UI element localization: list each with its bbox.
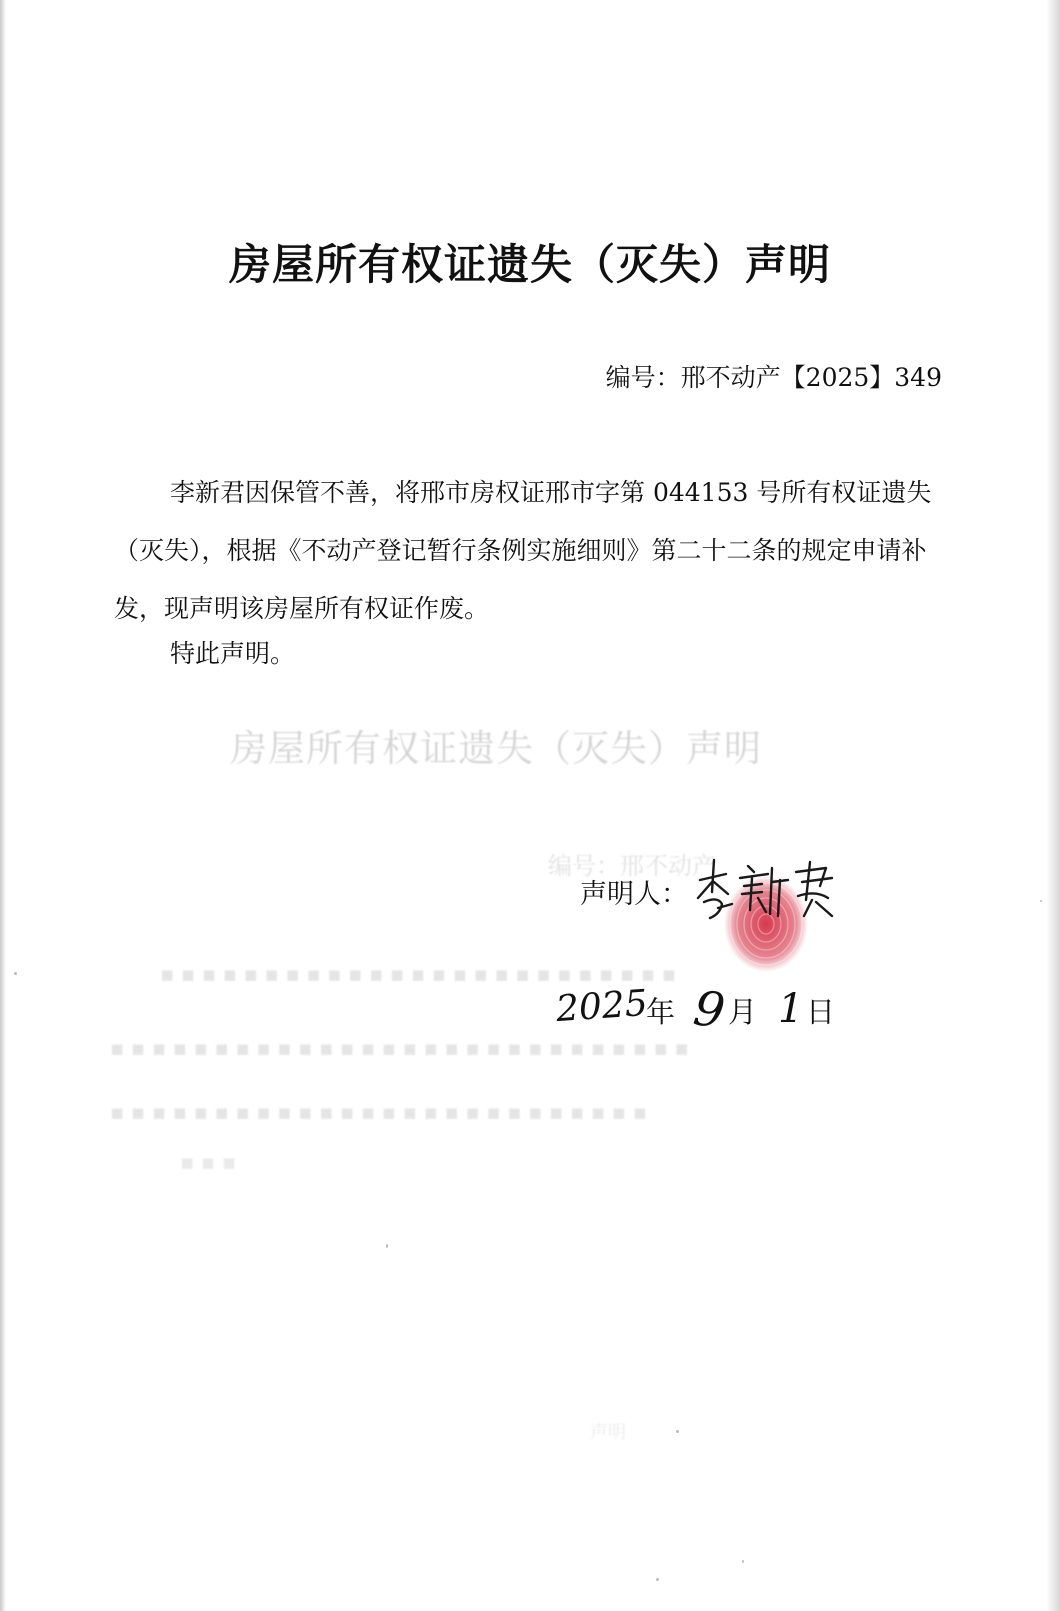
bleed-through-footer: 声明 (590, 1422, 626, 1443)
date-day: 1 (778, 986, 804, 1032)
bleed-through-line: ▪ ▪ ▪ ▪ ▪ ▪ ▪ ▪ ▪ ▪ ▪ ▪ ▪ ▪ ▪ ▪ ▪ ▪ ▪ ▪ ▪ ▪ ▪ ▪ ▪ ▪ ▪ ▪ (110, 1036, 689, 1060)
signer-label: 声明人： (580, 879, 688, 910)
scan-speck (656, 1578, 659, 1581)
date-month: 9 (690, 980, 729, 1040)
scan-speck (742, 1560, 744, 1563)
bleed-through-title: 房屋所有权证遗失（灭失）声明 (230, 727, 762, 770)
date-year-label: 年 (646, 995, 676, 1029)
date-day-label: 日 (806, 995, 836, 1029)
closing-statement: 特此声明。 (170, 639, 296, 668)
scan-speck (386, 1244, 388, 1248)
date-month-label: 月 (728, 995, 758, 1029)
scan-speck (14, 972, 17, 975)
bleed-through-line: ▪ ▪ ▪ (180, 1150, 237, 1174)
bleed-through-doc-number: 编号：邢不动产 (548, 852, 716, 880)
date-year: 2025 (554, 982, 649, 1031)
scan-speck (676, 1430, 679, 1433)
handwritten-signature (692, 852, 842, 922)
bleed-through-line: ▪ ▪ ▪ ▪ ▪ ▪ ▪ ▪ ▪ ▪ ▪ ▪ ▪ ▪ ▪ ▪ ▪ ▪ ▪ ▪ ▪ ▪ ▪ ▪ ▪ ▪ (110, 1100, 647, 1124)
scan-speck (1040, 900, 1042, 902)
date-line (552, 980, 852, 1062)
document-title: 房屋所有权证遗失（灭失）声明 (228, 240, 831, 289)
declaration-body: 李新君因保管不善，将邢市房权证邢市字第 044153 号所有权证遗失（灭失），根据《不动产登记暂行条例实施细则》第二十二条的规定申请补发，现声明该房屋所有权证作废。 (114, 478, 932, 623)
document-number: 编号：邢不动产【2025】349 (605, 363, 942, 392)
bleed-through-line: ▪ ▪ ▪ ▪ ▪ ▪ ▪ ▪ ▪ ▪ ▪ ▪ ▪ ▪ ▪ ▪ ▪ ▪ ▪ ▪ ▪ ▪ ▪ ▪ ▪ (160, 962, 677, 986)
